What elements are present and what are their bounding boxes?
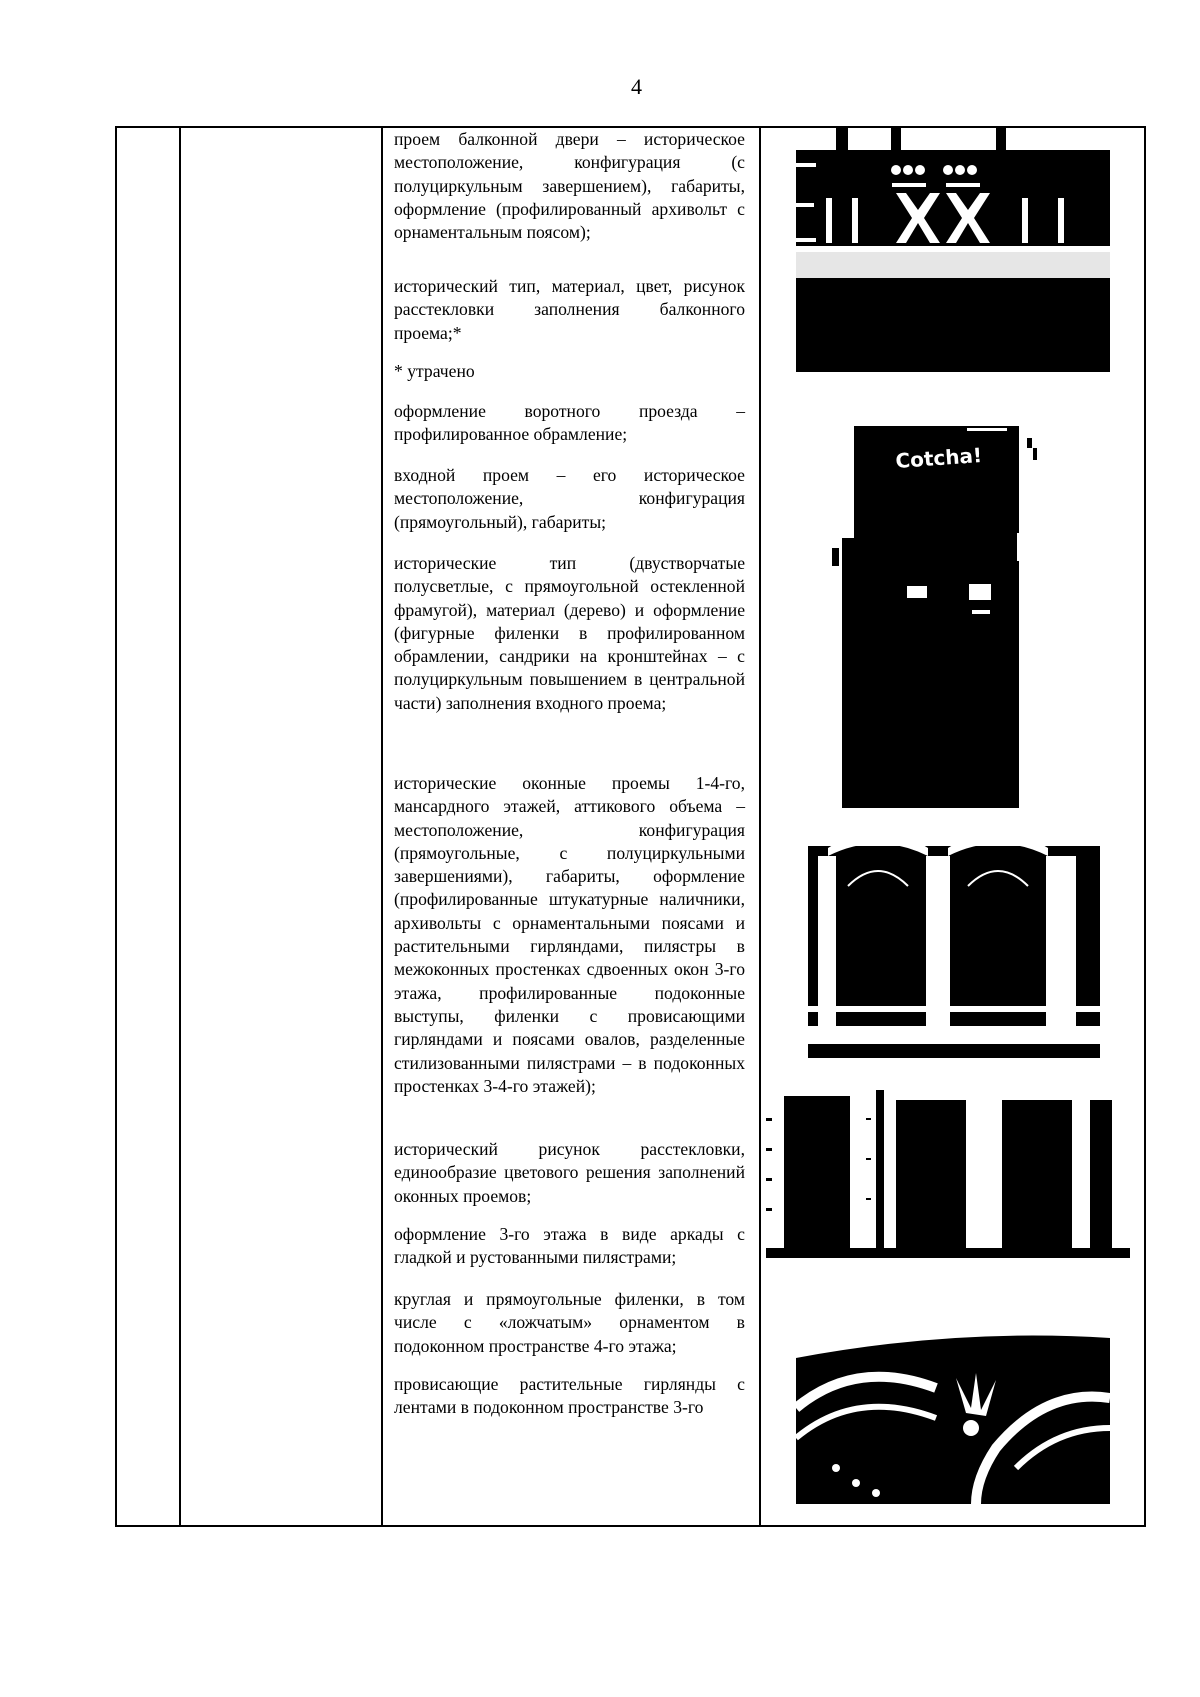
column-divider-1	[179, 128, 181, 1525]
paragraph-balcony-door: проем балконной двери – историческое местоположение, конфигурация (с полуциркульным завершением), габариты, оформление (профилированный архивольт с орнаментальным поясом);	[394, 129, 745, 243]
paragraph-entrance: входной проем – его историческое местоположение, конфигурация (прямоугольный), габариты;	[394, 465, 745, 532]
arched-windows-photo	[808, 826, 1100, 1058]
paragraph-arcade: оформление 3-го этажа в виде аркады с гладкой и рустованными пилястрами;	[394, 1224, 745, 1268]
paragraph-panels: круглая и прямоугольные филенки, в том числе с «ложчатым» орнаментом в подоконном пространстве 4-го этажа;	[394, 1289, 745, 1356]
windows-pilasters-photo	[766, 1078, 1130, 1258]
paragraph-gateway: оформление воротного проезда – профилированное обрамление;	[394, 401, 745, 445]
paragraph-lost-note: * утрачено	[394, 361, 475, 381]
paragraph-entrance-fill: исторические тип (двустворчатые полусветлые, с прямоугольной остекленной фрамугой), материал (дерево) и оформление (фигурные филенки в профилированном обрамлении, сандрики на кронштейнах – с полуциркульным повышением в центральной части) заполнения входного проема;	[394, 553, 745, 713]
paragraph-balcony-glazing: исторический тип, материал, цвет, рисунок расстекловки заполнения балконного проема;*	[394, 276, 745, 343]
ornament-detail-photo	[796, 1318, 1110, 1504]
column-divider-2	[381, 128, 383, 1525]
entrance-door-photo	[832, 408, 1072, 808]
paragraph-windows: исторические оконные проемы 1-4-го, мансардного этажей, аттикового объема – местоположение, конфигурация (прямоугольные, с полуциркульными завершениями), габариты, оформление (профилированные штукатурные наличники, архивольты с орнаментальными поясами и растительными гирляндами, пилястры в межоконных простенках сдвоенных окон 3-го этажа, профилированные подоконные выступы, филенки с провисающими гирляндами и поясами овалов, разделенные стилизованными пилястрами – в подоконных простенках 3-4-го этажей);	[394, 773, 745, 1096]
sign-text: Cotcha!	[894, 442, 983, 473]
column-divider-3	[759, 128, 761, 1525]
paragraph-garlands: провисающие растительные гирлянды с лентами в подоконном пространстве 3-го	[394, 1374, 745, 1418]
balcony-photo	[796, 128, 1110, 372]
page-number: 4	[631, 74, 642, 99]
paragraph-glazing-pattern: исторический рисунок расстекловки, единообразие цветового решения заполнений оконных проемов;	[394, 1139, 745, 1206]
